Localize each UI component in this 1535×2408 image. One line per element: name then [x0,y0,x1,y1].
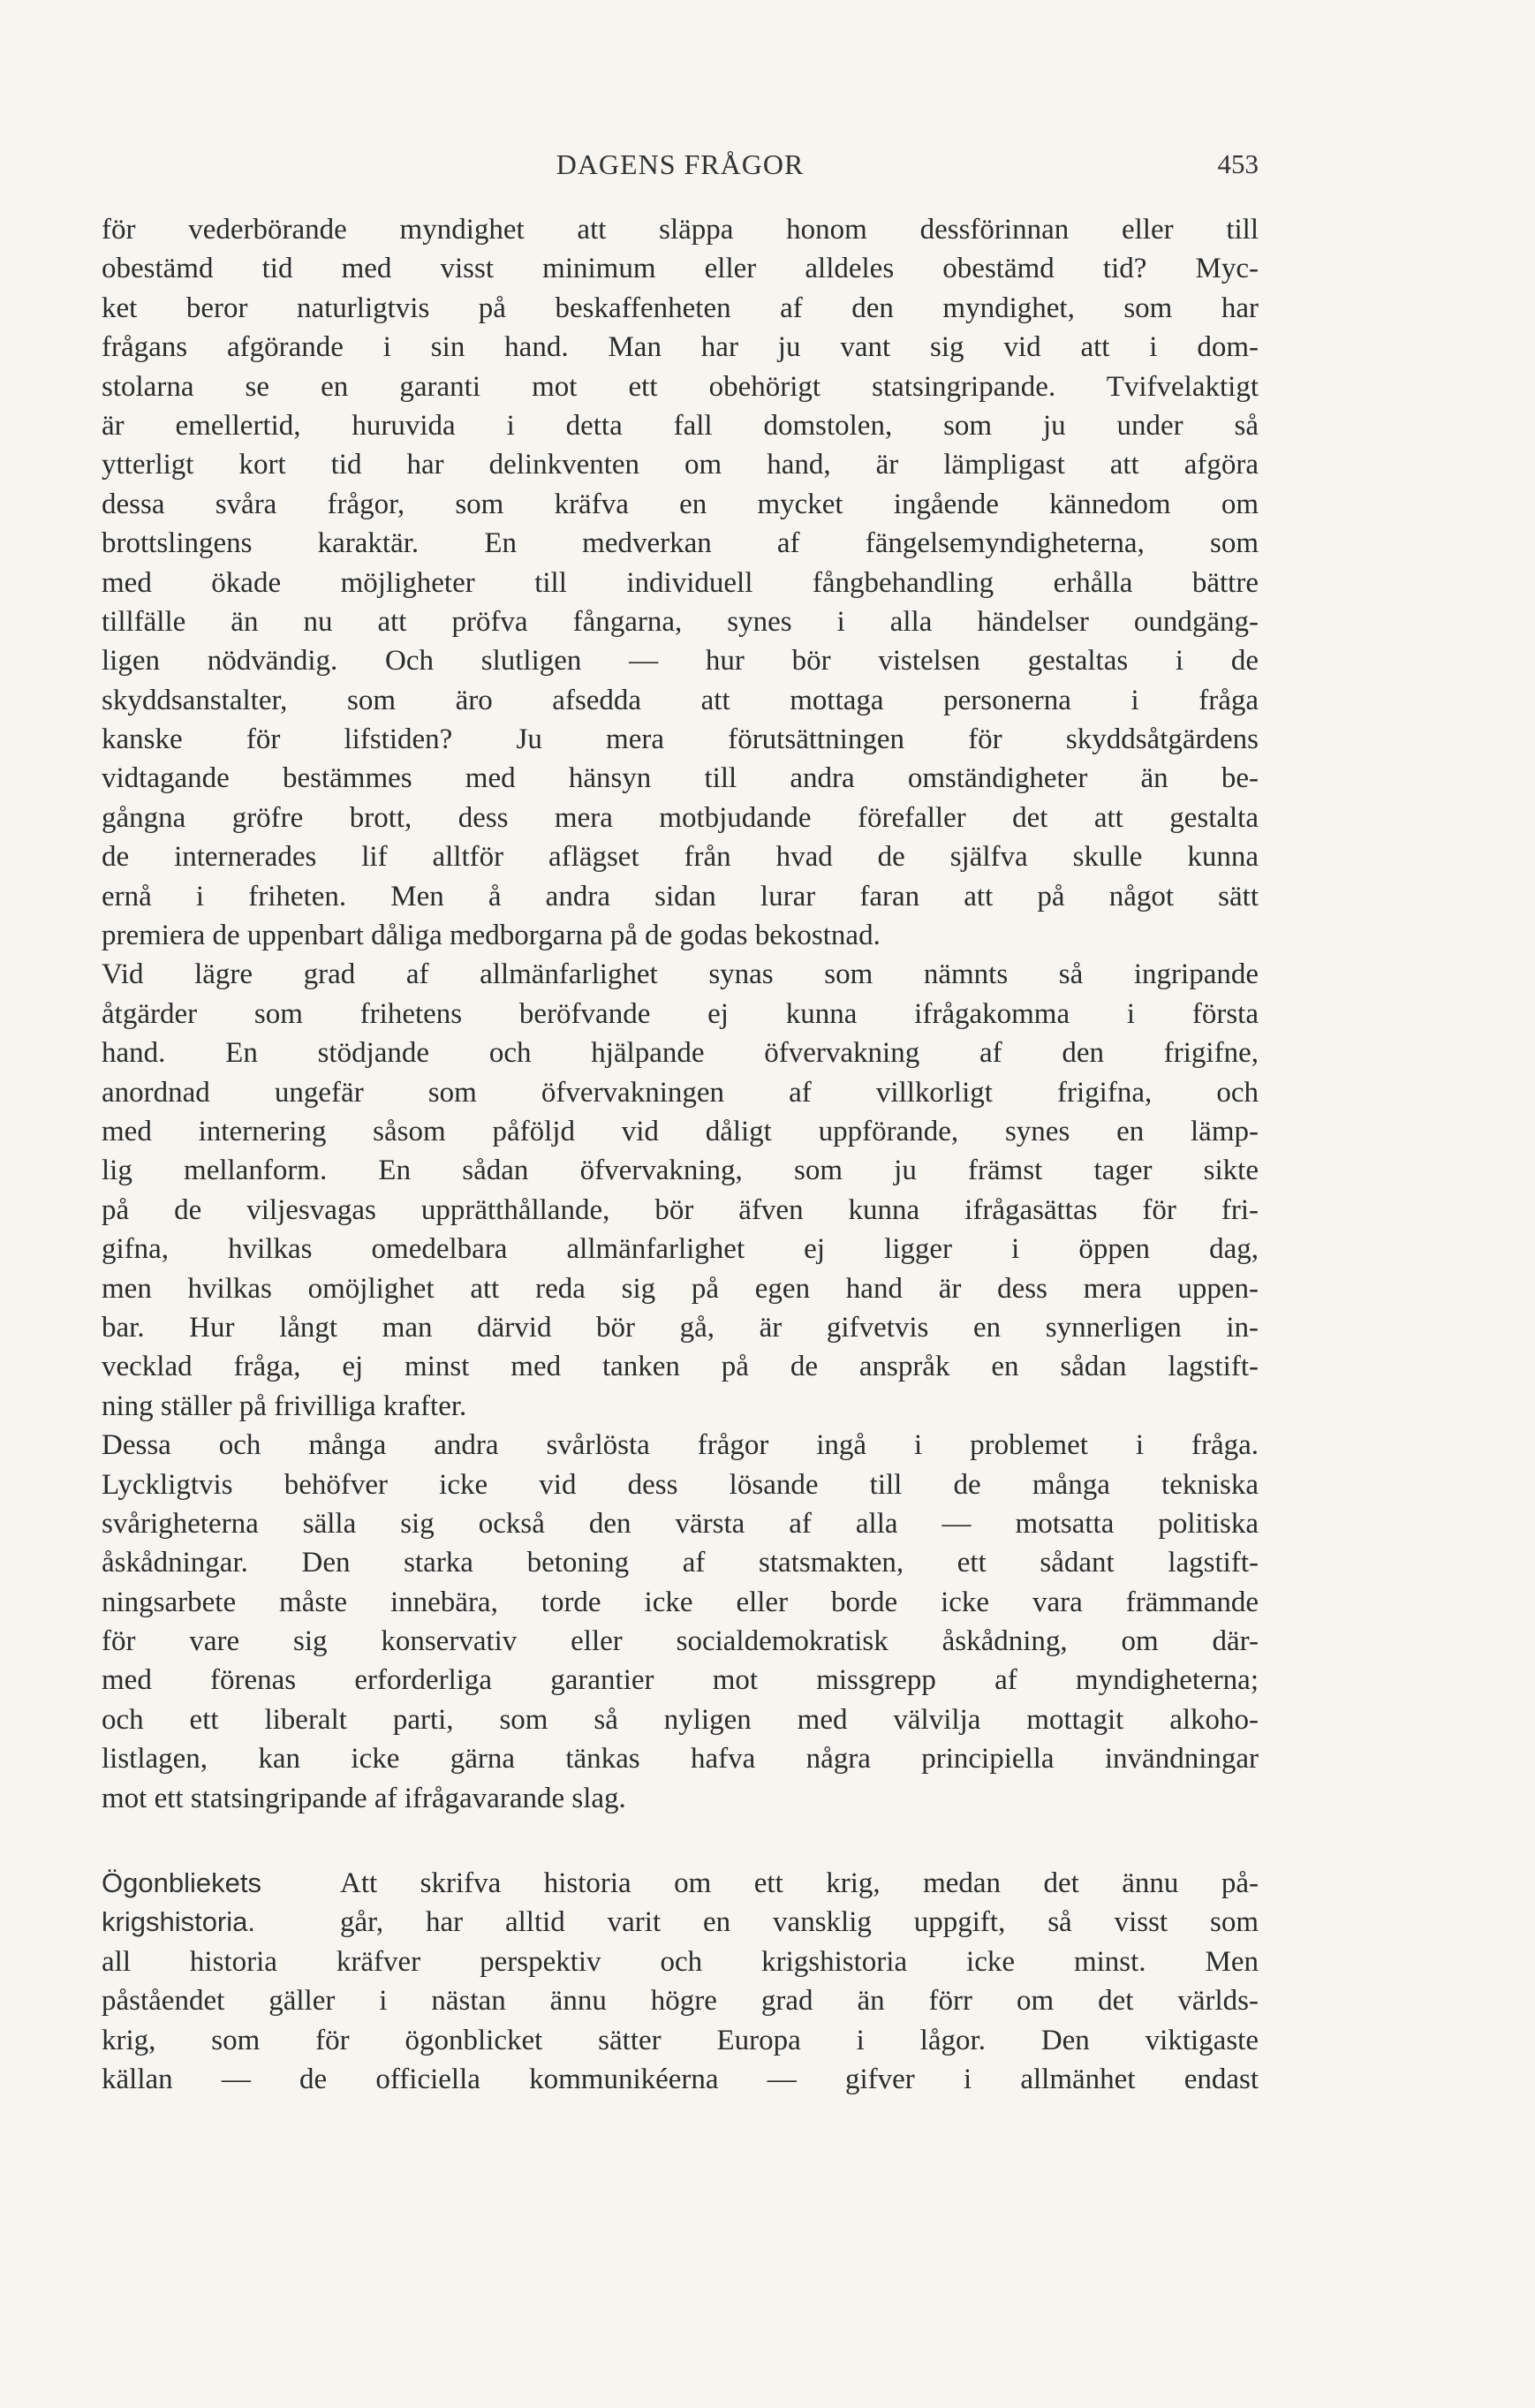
sidenote-heading-line-1: Ögonbliekets [102,1867,261,1899]
sidenote-heading-line-2: krigshistoria. [102,1906,255,1938]
text-line: hand. En stödjande och hjälpande öfvervakning af den frigifne, [102,1037,1259,1070]
text-line: är emellertid, huruvida i detta fall domstolen, som ju under så [102,409,1259,442]
text-line: dessa svåra frågor, som kräfva en mycket ingående kännedom om [102,488,1259,520]
section-two [102,1942,1259,2100]
text-line: ligen nödvändig. Och slutligen — hur bör vistelsen gestaltas i de [102,645,1259,678]
text-line: åtgärder som frihetens beröfvande ej kunna ifrågakomma i första [102,997,1259,1030]
text-line: ket beror naturligtvis på beskaffenheten af den myndighet, som har [102,292,1259,324]
section-gap [102,1818,1259,1864]
text-line: ningsarbete måste innebära, torde icke eller borde icke vara främmande [102,1586,1259,1618]
running-title: DAGENS FRÅGOR [556,148,805,180]
text-line: all historia kräfver perspektiv och krigshistoria icke minst. Men [102,1945,1259,1978]
text-line: gångna gröfre brott, dess mera motbjudande förefaller det att gestalta [102,801,1259,834]
page-number: 453 [1217,148,1259,179]
text-line: obestämd tid med visst minimum eller alldeles obestämd tid? Myc- [102,253,1259,285]
text-line: ytterligt kort tid har delinkventen om hand, är lämpligast att afgöra [102,449,1259,481]
text-line: åskådningar. Den starka betoning af statsmakten, ett sådant lagstift- [102,1547,1259,1579]
text-line: med förenas erforderliga garantier mot missgrepp af myndigheterna; [102,1664,1259,1697]
text-line: för vederbörande myndighet att släppa honom dessförinnan eller till [102,214,1259,246]
paragraph-line: går, har alltid varit en vansklig uppgift, så visst som [340,1906,1259,1939]
text-line: tillfälle än nu att pröfva fångarna, synes i alla händelser oundgäng- [102,605,1259,638]
section-one [102,210,1259,1818]
text-line: premiera de uppenbart dåliga medborgarna på de godas bekostnad. [102,920,881,952]
text-line: frågans afgörande i sin hand. Man har ju vant sig vid att i dom- [102,331,1259,364]
text-line: bar. Hur långt man därvid bör gå, är gifvetvis en synnerligen in- [102,1311,1259,1344]
text-line: men hvilkas omöjlighet att reda sig på egen hand är dess mera uppen- [102,1272,1259,1305]
text-line: för vare sig konservativ eller socialdemokratisk åskådning, om där- [102,1625,1259,1658]
text-line: listlagen, kan icke gärna tänkas hafva några principiella invändningar [102,1743,1259,1776]
text-line: krig, som för ögonblicket sätter Europa i lågor. Den viktigaste [102,2024,1259,2056]
text-line: källan — de officiella kommunikéerna — gifver i allmänhet endast [102,2063,1259,2095]
running-head [102,148,1259,193]
text-line: brottslingens karaktär. En medverkan af fängelsemyndigheterna, som [102,527,1259,560]
text-line: Lyckligtvis behöfver icke vid dess lösande till de många tekniska [102,1468,1259,1501]
text-line: stolarna se en garanti mot ett obehörigt statsingripande. Tvifvelaktigt [102,370,1259,403]
text-line: på de viljesvagas upprätthållande, bör äfven kunna ifrågasättas för fri- [102,1193,1259,1226]
main-text [102,210,1259,2099]
text-line: vecklad fråga, ej minst med tanken på de anspråk en sådan lagstift- [102,1351,1259,1383]
text-line: mot ett statsingripande af ifrågavarande slag. [102,1782,626,1814]
text-line: de internerades lif alltför aflägset från hvad de själfva skulle kunna [102,841,1259,874]
text-line: och ett liberalt parti, som så nyligen med välvilja mottagit alkoho- [102,1703,1259,1736]
section-two-first-line [102,1864,1259,1903]
text-line: Dessa och många andra svårlösta frågor ingå i problemet i fråga. [102,1429,1259,1462]
text-line: anordnad ungefär som öfvervakningen af villkorligt frigifna, och [102,1076,1259,1109]
text-line: med ökade möjligheter till individuell fångbehandling erhålla bättre [102,566,1259,599]
text-line: lig mellanform. En sådan öfvervakning, som ju främst tager sikte [102,1155,1259,1187]
text-line: skyddsanstalter, som äro afsedda att mottaga personerna i fråga [102,684,1259,716]
paragraph-line: Att skrifva historia om ett krig, medan det ännu på- [340,1867,1259,1900]
text-line: ning ställer på frivilliga krafter. [102,1390,467,1422]
text-line: kanske för lifstiden? Ju mera förutsättningen för skyddsåtgärdens [102,723,1259,756]
text-line: påståendet gäller i nästan ännu högre grad än förr om det världs- [102,1985,1259,2018]
text-line: gifna, hvilkas omedelbara allmänfarlighet ej ligger i öppen dag, [102,1233,1259,1266]
text-line: svårigheterna sälla sig också den värsta af alla — motsatta politiska [102,1507,1259,1540]
text-line: ernå i friheten. Men å andra sidan lurar faran att på något sätt [102,880,1259,912]
text-line: med internering såsom påföljd vid dåligt uppförande, synes en lämp- [102,1115,1259,1147]
text-line: vidtagande bestämmes med hänsyn till andra omständigheter än be- [102,762,1259,795]
section-two-second-line [102,1903,1259,1942]
text-line: Vid lägre grad af allmänfarlighet synas som nämnts så ingripande [102,958,1259,991]
